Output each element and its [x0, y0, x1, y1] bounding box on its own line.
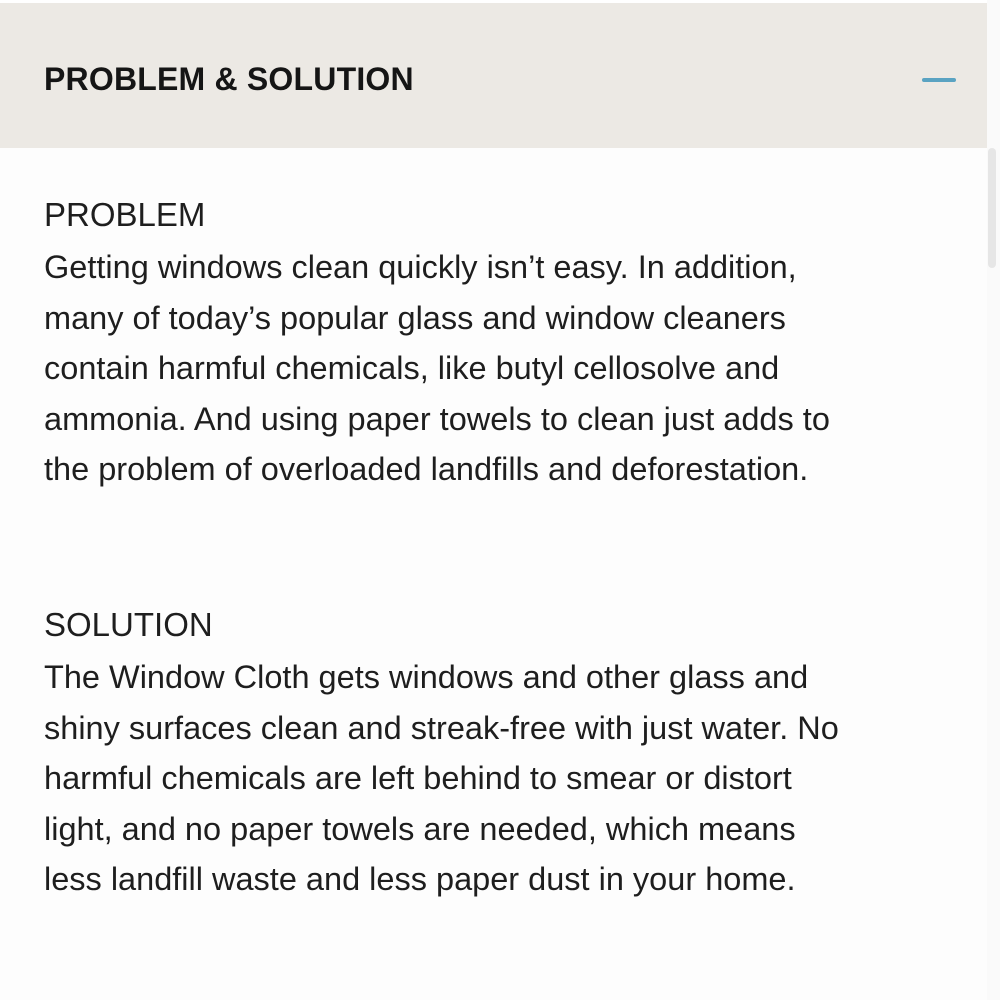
problem-text	[44, 242, 964, 495]
collapse-toggle-button[interactable]	[918, 63, 962, 99]
minus-icon	[922, 78, 956, 82]
solution-heading: SOLUTION	[44, 606, 213, 643]
accordion-title: PROBLEM & SOLUTION	[44, 61, 414, 97]
problem-heading: PROBLEM	[44, 196, 206, 233]
accordion-header[interactable]	[0, 0, 987, 148]
solution-line: The Window Cloth gets windows and other glass and	[44, 659, 809, 695]
solution-line: shiny surfaces clean and streak-free with just water. No	[44, 709, 839, 746]
solution-text	[44, 652, 964, 905]
solution-line: less landfill waste and less paper dust in your home.	[44, 861, 796, 897]
solution-line: light, and no paper towels are needed, which means	[44, 810, 796, 847]
scrollbar-thumb[interactable]	[988, 148, 996, 268]
problem-line: ammonia. And using paper towels to clean just adds to	[44, 400, 830, 437]
problem-line: contain harmful chemicals, like butyl cellosolve and	[44, 350, 780, 386]
solution-line: harmful chemicals are left behind to smear or distort	[44, 760, 792, 796]
problem-line: many of today’s popular glass and window cleaners	[44, 299, 786, 336]
problem-line: Getting windows clean quickly isn’t easy. In addition,	[44, 249, 797, 285]
problem-line: the problem of overloaded landfills and deforestation.	[44, 451, 809, 487]
